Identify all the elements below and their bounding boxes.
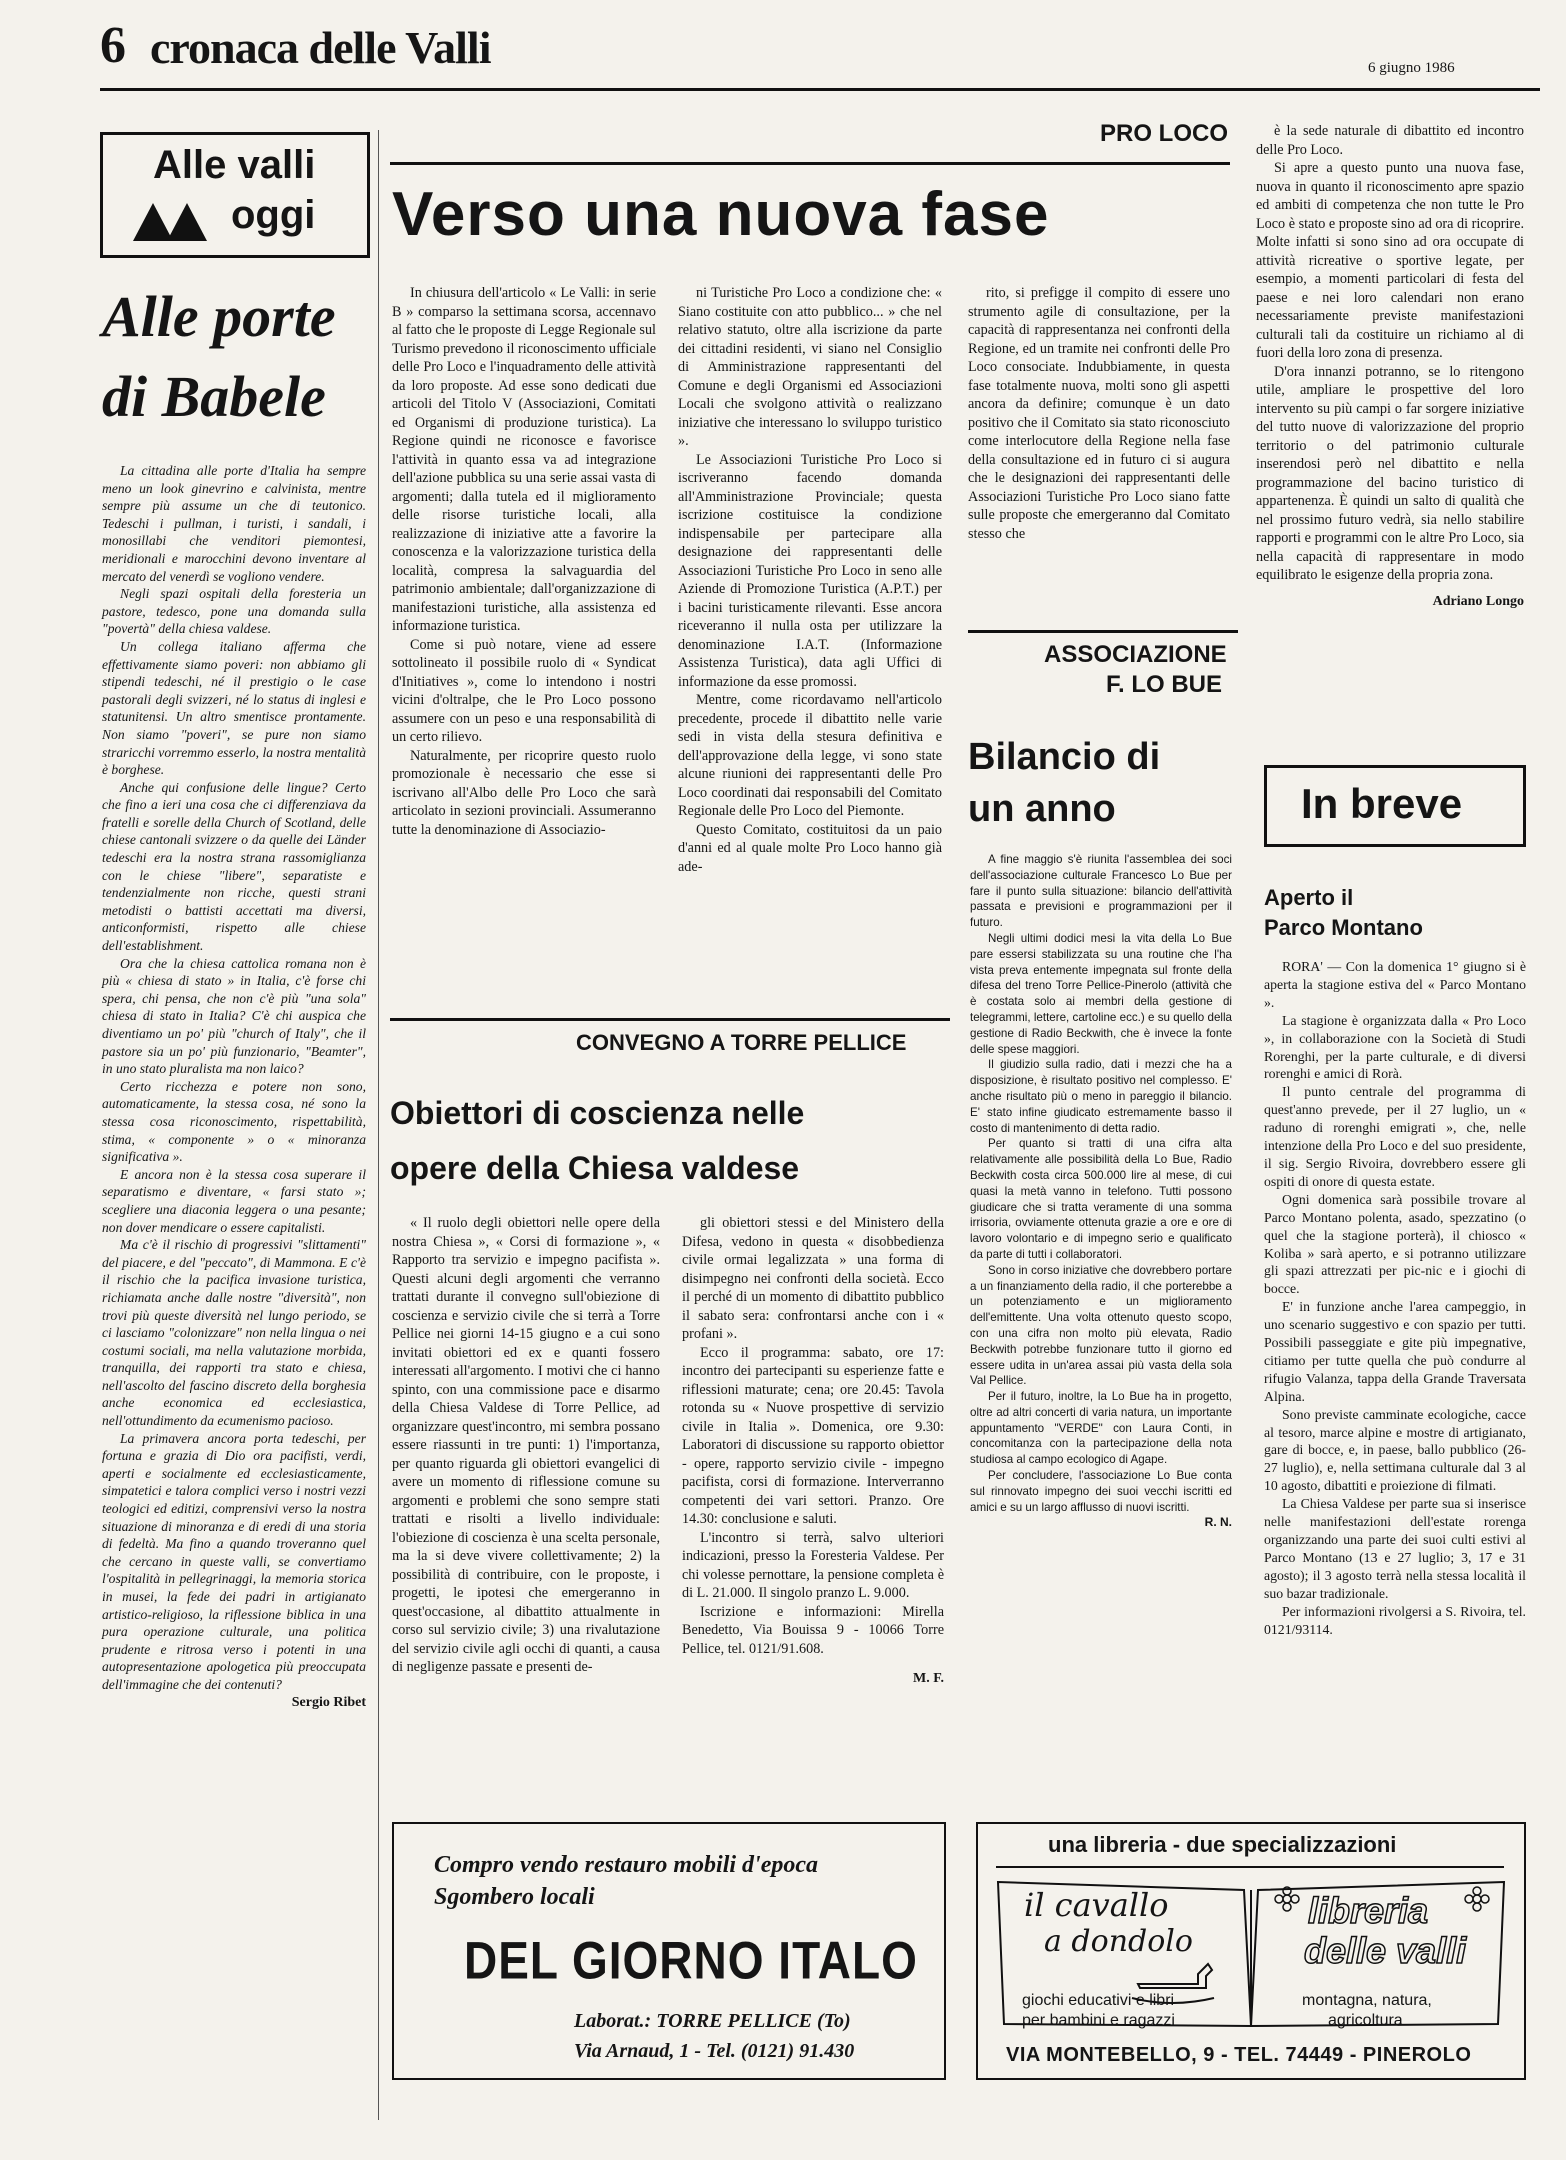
left-paragraph: Anche qui confusione delle lingue? Certo che fino a ieri una cosa che ci differenziava da fratelli e sorelle della Church of Scotland, delle chiese cantonali svizzere o da quelle dei Länder tedeschi era la nostra strana rassomiglianza con le chiese "libere", separatiste e tendenzialmente non ricche, questi strani metodisti o battisti accettati ma diversi, anticonformisti, rispetto alle chiese dell'establishment. <box>102 779 366 954</box>
libreria-logo-1: libreria <box>1308 1890 1429 1931</box>
box-line2: oggi <box>231 193 316 237</box>
libreria-desc-2: agricoltura <box>1328 2012 1403 2029</box>
left-paragraph: La cittadina alle porte d'Italia ha sempre meno un look ginevrino e calvinista, mentre sempre più assume un che di teutonico. Tedeschi i pullman, i turisti, i sandali, i monosillabi che venditori piemontesi, meridionali e marocchini devono inventare al mercato del venerdì se vogliono vendere. <box>102 463 366 584</box>
proloco-paragraph: rito, si prefigge il compito di essere uno strumento agile di consultazione, per la capacità di rappresentanza nei confronti della Regione, ed un tramite nei confronti delle Pro Loco consociate. Indubbiamente, in questa fase totalmente nuova, molti sono gli aspetti ancora da definire; comunque è un dato positivo che il Comitato sia stato riconosciuto come interlocutore della Regione nella fase della consultazione ed in futuro ci si augura che le designazioni dei rappresentanti delle Associazioni Turistiche Pro Loco siano fatte sulle proposte che emergeranno dal Comitato stesso che <box>968 285 1230 542</box>
left-paragraph: Negli spazi ospitali della foresteria un pastore, tedesco, pone una domanda sulla "povertà" della chiesa valdese. <box>102 586 366 637</box>
ad-mobili-line2: Sgombero locali <box>434 1884 595 1910</box>
inbreve-paragraph: La Chiesa Valdese per parte sua si inserisce nelle manifestazioni dell'estate rorenga organizzando una parte dei suoi culti estivi al Parco Montano (13 e 27 luglio; 3, 17 e 31 agosto); il 3 agosto terrà nella stessa località il suo bazar tradizionale. <box>1264 1496 1526 1601</box>
flobue-kicker-2: F. LO BUE <box>1106 671 1223 698</box>
cavallo-desc-2: per bambini e ragazzi <box>1022 2012 1175 2029</box>
proloco-paragraph: ni Turistiche Pro Loco a condizione che: « Siano costituite con atto pubblico... » che nel relativo statuto, oltre alla iscrizione da parte dei cittadini residenti, vi siano nel Consiglio di Amministrazione rappresentanti del Comune e degli Organismi ed Associazioni Locali che svolgono attività o realizzano iniziative che interessano lo sviluppo turistico ». <box>678 285 942 449</box>
flobue-paragraph: Negli ultimi dodici mesi la vita della Lo Bue pare essersi stabilizzata su una routine che l'ha vista preva entemente impegnata sul fronte della difesa del treno Torre Pellice-Pinerolo (attività che è costata solo ai membri della gestione di telegrammi, lettere, cartoline ecc.) e su quello della gestione di Radio Beckwith, che è invece la fonte delle spese maggiori. <box>970 931 1232 1056</box>
ad-libreria-footer: VIA MONTEBELLO, 9 - TEL. 74449 - PINEROLO <box>1006 2044 1472 2066</box>
ad-mobili-lab: Laborat.: TORRE PELLICE (To) <box>574 2010 851 2032</box>
proloco-rule <box>390 162 1230 165</box>
inbreve-paragraph: La stagione è organizzata dalla « Pro Loco », in collaborazione con la Società di Studi Rorenghi, per la parte culturale, e di diversi rorenghi e amici di Rorà. <box>1264 1012 1526 1082</box>
ad-mobili-line1: Compro vendo restauro mobili d'epoca <box>434 1852 818 1878</box>
proloco-paragraph: Mentre, come ricordavamo nell'articolo precedente, procede il dibattito nelle varie sedi in vista della stesura definitiva e dell'approvazione della legge, vi sono state alcune riunioni dei rappresentanti delle Pro Loco coordinati dai responsabili del Comitato Regionale delle Pro Loco del Piemonte. <box>678 692 942 819</box>
flobue-paragraph: Per concludere, l'associazione Lo Bue conta sul rinnovato impegno dei suoi vecchi iscritti ed amici e su un largo afflusso di nuovi iscritti. <box>970 1469 1232 1514</box>
flobue-paragraph: Sono in corso iniziative che dovrebbero portare a un finanziamento della radio, il che porterebbe a un potenziamento e un miglioramento dell'emittente. Una volta ottenuto questo scopo, con una cifra non molto più elevata, Radio Beckwith potrebbe funzionare tutto il giorno ed essere udita in un'area assai più vasta della sola Val Pellice. <box>970 1263 1232 1388</box>
page-number: 6 <box>100 17 126 74</box>
proloco-paragraph: Come si può notare, viene ad essere sottolineato il possibile ruolo di « Syndicat d'Initiatives », come lo intendono i nostri vicini d'oltralpe, che le Pro Loco possono assumere con un peso e una responsabilità di un certo rilievo. <box>392 636 656 745</box>
flobue-body <box>970 852 1232 1531</box>
left-paragraph: Ma c'è il rischio di progressivi "slittamenti" del piacere, e del "peccato", di Mammona. E c'è il rischio che la pacifica invasione turistica, richiamata anche dalle nostre "diversità", non trovi più queste diversità nel lungo periodo, se ci lasciamo "colonizzare" non nella lingua o nei costumi sociali, ma nella valutazione morbida, tranquilla, dei rapporti tra stato e chiesa, nell'ascolto del fascino discreto della borghesia anche economica ed ecclesiastica, nell'ottundimento da ecumenismo pacioso. <box>102 1237 366 1429</box>
convegno-headline-2: opere della Chiesa valdese <box>390 1150 800 1186</box>
left-headline-2: di Babele <box>102 364 326 429</box>
left-paragraph: Un collega italiano afferma che effettivamente siamo poveri: non abbiamo gli stipendi tedeschi, né il prestigio o le case pastorali degli svizzeri, né lo status di inglesi e statunitensi. Un altro smentisce prontamente. Non siamo "poveri", se pure non siamo straricchi vorremmo esserlo, la nostra mentalità è borghese. <box>102 638 366 778</box>
cavallo-desc-1: giochi educativi e libri <box>1022 1992 1175 2009</box>
convegno-signature: M. F. <box>913 1671 944 1686</box>
flobue-signature: R. N. <box>1204 1515 1232 1530</box>
left-article-body <box>102 462 366 1711</box>
proloco-paragraph: Le Associazioni Turistiche Pro Loco si iscriveranno facendo domanda all'Amministrazione Provinciale; questa iscrizione costituisce la condizione indispensabile per partecipare alla designazione dei rappresentanti delle Associazioni Turistiche Pro Loco in seno alle Aziende di Promozione Turistica (A.P.T.) per i bacini turisticamente rilevanti. Esse ancora riceveranno il nulla osta per utilizzare la denominazione I.A.T. (Informazione Assistenza Turistica), data agli Uffici di informazione da esse promossi. <box>678 451 942 690</box>
in-breve-label: In breve <box>1301 780 1463 827</box>
cavallo-logo-2: a dondolo <box>1044 1924 1193 1959</box>
proloco-paragraph: Naturalmente, per ricoprire questo ruolo promozionale è necessario che esse si iscrivano all'Albo delle Pro Loco che sarà articolato in sezioni provinciali. Assumeranno tutte la denominazione di Associazio- <box>392 747 656 838</box>
ad-libreria <box>976 1822 1526 2080</box>
box-line1: Alle valli <box>153 143 316 187</box>
convegno-paragraph: L'incontro si terrà, salvo ulteriori indicazioni, presso la Foresteria Valdese. Per chi volesse pernottare, la pensione completa è di L. 21.000. Il singolo pranzo L. 9.000. <box>682 1529 944 1601</box>
masthead-title: cronaca delle Valli <box>150 22 491 73</box>
proloco-paragraph: Si apre a questo punto una nuova fase, nuova in quanto il riconoscimento apre spazio ed ambiti di competenza che non tutte le Pro Loco è stato e proposte sino ad ora di ricoprire. Molte infatti si sono sino ad ora occupate di attività ricreative o sportive legate, per esempio, a momenti particolari di festa del paese e nei loro calendari non erano necessariamente previste manifestazioni culturali tali da costituire un richiamo al di fuori della loro zona di presenza. <box>1256 160 1524 361</box>
masthead-rule <box>100 88 1540 91</box>
convegno-paragraph: Ecco il programma: sabato, ore 17: incontro dei partecipanti su esperienze fatte e riflessioni maturate; cena; ore 20.45: Tavola rotonda su « Nuove prospettive di servizio civile in Italia ». Domenica, ore 9.30: Laboratori di discussione su rapporto obiettor - opere, rapporto servizio civile - impegno pacifista, corsi di formazione. Interverranno competenti dei vari settori. Pranzo. Ore 14.30: conclusione e saluti. <box>682 1344 944 1527</box>
ad-libreria-header: una libreria - due specializzazioni <box>1048 1832 1397 1857</box>
flobue-paragraph: Per quanto si tratti di una cifra alta relativamente alle possibilità della Lo Bue, Radio Beckwith costa circa 500.000 lire al mese, di cui quasi la metà vanno in telefono. Tutti possono giudicare che si tratta veramente di una somma irrisoria, ovviamente ottenuta grazie a ore e ore di lavoro volontario e di impegno serio e qualificato da parte di tutti i collaboratori. <box>970 1137 1232 1261</box>
masthead-date: 6 giugno 1986 <box>1368 60 1455 76</box>
ad-mobili <box>392 1822 946 2080</box>
inbreve-paragraph: Ogni domenica sarà possibile trovare al Parco Montano polenta, asado, spezzatino (o quel che la stagione porterà), il chiosco « Koliba » sarà aperto, e si potranno utilizzare gli spazi attrezzati per pic-nic e i giochi di bocce. <box>1264 1191 1526 1297</box>
proloco-paragraph: In chiusura dell'articolo « Le Valli: in serie B » comparso la settimana scorsa, accennavo al fatto che le proposte di Legge Regionale sul Turismo prevedono il riconoscimento ufficiale delle Pro Loco e l'inquadramento delle attività da loro proposte. Ad esse sono dedicati due articoli del Titolo V (Associazioni, Comitati ed Organismi di produzione turistica). La Regione quindi ne riconosce e favorisce l'attività in quanto essa va ad integrazione dell'azione pubblica su una serie assai vasta di argomenti; dalla tutela ed il miglioramento delle risorse turistiche locali, alla realizzazione di iniziative atte a favorire la conoscenza e la valorizzazione turistica della località, compresa la salvaguardia del patrimonio ambientale; dall'organizzazione di manifestazioni turistiche, alla assistenza ed informazione turistica. <box>392 285 656 634</box>
flobue-paragraph: Per il futuro, inoltre, la Lo Bue ha in progetto, oltre ad altri concerti di varia natura, un importante appuntamento "VERDE" con Laura Conti, in concomitanza con la partecipazione della nota studiosa al campo ecologico di Agape. <box>970 1390 1232 1467</box>
ad-libreria-header-rule <box>996 1866 1504 1868</box>
convegno-col-1 <box>392 1214 660 1677</box>
convegno-paragraph: gli obiettori stessi e del Ministero della Difesa, vedono in questa « disobbedienza civile ormai legalizzata » una forma di disimpegno nei confronti della società. Ecco il perché di un momento di dibattito pubblico il sabato sera: confrontarsi anche con i « profani ». <box>682 1215 944 1342</box>
proloco-paragraph: D'ora innanzi potranno, se lo ritengono utile, ampliare le prospettive del loro intervento su più campi o far sorgere iniziative del tutto nuove di valorizzazione del proprio territorio o del patrimonio culturale inserendosi però nel dibattito e nella programmazione del bacino turistico di appartenenza. È quindi un salto di qualità che nel prossimo futuro vedrà, sia nello stabilire rapporti e programmi con le altre Pro Loco, sia nella capacità di rappresentare in modo equilibrato le esigenze della propria zona. <box>1256 363 1524 583</box>
convegno-rule <box>390 1018 950 1021</box>
proloco-signature: Adriano Longo <box>1432 593 1524 609</box>
proloco-kicker: PRO LOCO <box>1100 120 1229 147</box>
left-paragraph: La primavera ancora porta tedeschi, per fortuna e grazia di Dio ora pacifisti, verdi, aperti e socialmente ed ecclesiasticamente, simpatetici e talora complici verso i nostri vezzi teologici ed editizi, comprensivi verso la nostra situazione di minoranza e di eredi di una storia di fedeltà. Ma fino a quando troveranno quel che cercano in queste valli, se convertiamo l'ospitalità in pellegrinaggi, la memoria storica in musei, la fede dei padri in artigianato artistico-religioso, la riflessione biblica in una pura operazione culturale, una politica prudente e ritrosa verso i potenti in una autopresentazione apologetica più preoccupata dell'immagine che dei contenuti? <box>102 1430 366 1692</box>
ad-mobili-name: DEL GIORNO ITALO <box>464 1930 918 1990</box>
libreria-desc-1: montagna, natura, <box>1302 1992 1432 2009</box>
column-divider <box>378 130 379 2120</box>
convegno-headline-1: Obiettori di coscienza nelle <box>390 1095 805 1131</box>
inbreve-paragraph: Per informazioni rivolgersi a S. Rivoira, tel. 0121/93114. <box>1264 1603 1526 1637</box>
flobue-rule <box>968 630 1238 633</box>
proloco-col-2 <box>678 284 942 876</box>
left-paragraph: Certo ricchezza e potere non sono, automaticamente, la stessa cosa, né sono la stessa cosa riconoscimento, rispettabilità, stima, « componente » o « minoranza significativa ». <box>102 1078 366 1165</box>
proloco-col-4 <box>1256 122 1524 611</box>
alle-valli-oggi-box <box>100 132 370 258</box>
inbreve-body <box>1264 958 1526 1638</box>
left-paragraph: Ora che la chiesa cattolica romana non è più « chiesa di stato » in Italia, c'è forse chi spera, chi pensa, che non c'è più "una sola" chiesa di stato in Italia? C'è chi auspica che diventiamo un po' più "church of Italy", che il pastore sia un po' più funzionario, "Beamter", in uno stato pluralista ma non laico? <box>102 955 366 1077</box>
mountains-icon <box>133 197 213 243</box>
flobue-headline-2: un anno <box>968 788 1116 830</box>
proloco-paragraph: è la sede naturale di dibattito ed incontro delle Pro Loco. <box>1256 123 1524 158</box>
proloco-paragraph: Questo Comitato, costituitosi da un paio d'anni ed al quale molte Pro Loco hanno già ade- <box>678 821 942 875</box>
convegno-kicker: CONVEGNO A TORRE PELLICE <box>576 1030 907 1055</box>
flobue-paragraph: A fine maggio s'è riunita l'assemblea dei soci dell'associazione culturale Francesco Lo Bue per fare il punto sulla situazione: bilancio dell'attività passata e previsioni e programmazioni per il futuro. <box>970 853 1232 930</box>
flobue-kicker-1: ASSOCIAZIONE <box>1044 641 1227 668</box>
inbreve-paragraph: Sono previste camminate ecologiche, cacce al tesoro, marce alpine e mostre di artigianato, gare di bocce, e, in paese, ballo pubblico (26-27 luglio), e, nella settimana culturale dal 3 al 10 agosto, dibattiti e proiezione di filmati. <box>1264 1406 1526 1494</box>
left-headline-1: Alle porte <box>102 284 336 349</box>
proloco-headline: Verso una nuova fase <box>392 180 1050 249</box>
convegno-paragraph: Iscrizione e informazioni: Mirella Benedetto, Via Bouissa 9 - 10066 Torre Pellice, tel. 0121/91.608. <box>682 1603 944 1657</box>
ad-mobili-address: Via Arnaud, 1 - Tel. (0121) 91.430 <box>574 2040 855 2062</box>
proloco-col-1 <box>392 284 656 839</box>
flower-icon <box>1464 1886 1490 1912</box>
in-breve-box <box>1264 765 1526 847</box>
flobue-paragraph: Il giudizio sulla radio, dati i mezzi che ha a disposizione, è risultato positivo nel complesso. E' anche risultato più o meno in pareggio il bilancio. E' stato infine giudicato estremamente basso il costo di mantenimento di detta radio. <box>970 1058 1232 1135</box>
inbreve-paragraph: E' in funzione anche l'area campeggio, in uno scenario suggestivo e con spazio per tutti. Possibili passeggiate e gite più impegnative, citiamo per tutte quella che può condurre al rifugio Valanza, tappa della Grande Traversata Alpina. <box>1264 1299 1526 1404</box>
convegno-paragraph: « Il ruolo degli obiettori nelle opere della nostra Chiesa », « Corsi di formazione », « Rapporto tra servizio e impegno pacifista ». Questi alcuni degli argomenti che verranno trattati durante il convegno sull'obiezione di coscienza e servizio civile che si terrà a Torre Pellice nei giorni 14-15 giugno e a cui sono invitati obiettori ed ex e quanti fossero interessati all'argomento. I motivi che ci hanno spinto, con una commissione pace e disarmo della Chiesa Valdese di Torre Pellice, ad organizzare quest'incontro, mi sembra possano essere riassunti in tre punti: 1) l'importanza, per quanto riguarda gli obiettori evangelici di avere un momento di riflessione comune su argomenti e problemi che sono sempre stati trattati e risolti a livello individuale: l'obiezione di coscienza è una scelta personale, ma la si deve vivere collettivamente; 2) la possibilità di contribuire, con le proposte, i progetti, le ipotesi che emergeranno in quest'occasione, al dibattito attualmente in corso sul servizio civile; 3) una rivalutazione del servizio civile agli occhi di quanti, a causa di negligenze passate e presenti de- <box>392 1215 660 1675</box>
libreria-logo-2: delle valli <box>1304 1930 1467 1971</box>
inbreve-headline-2: Parco Montano <box>1264 915 1423 940</box>
flower-icon <box>1274 1886 1300 1912</box>
inbreve-headline-1: Aperto il <box>1264 885 1354 910</box>
flobue-headline-1: Bilancio di <box>968 736 1161 778</box>
convegno-col-2 <box>682 1214 944 1689</box>
left-signature: Sergio Ribet <box>291 1694 366 1710</box>
cavallo-logo-1: il cavallo <box>1024 1886 1169 1924</box>
left-paragraph: E ancora non è la stessa cosa superare il separatismo e diventare, « farsi stato »; scegliere una diaconia leggera o una pesante; non dover mendicare o essere capitalisti. <box>102 1166 366 1235</box>
proloco-col-3-body <box>968 284 1230 543</box>
inbreve-paragraph: RORA' — Con la domenica 1° giugno si è aperta la stagione estiva del « Parco Montano ». <box>1264 959 1526 1010</box>
inbreve-paragraph: Il punto centrale del programma di quest'anno prevede, per il 27 luglio, un « raduno di rorenghi emigrati », che, nelle intenzione della Pro Loco e del suo presidente, il sig. Sergio Rivoira, dovrebbero essere gli ospiti di onore di questa estate. <box>1264 1084 1526 1189</box>
